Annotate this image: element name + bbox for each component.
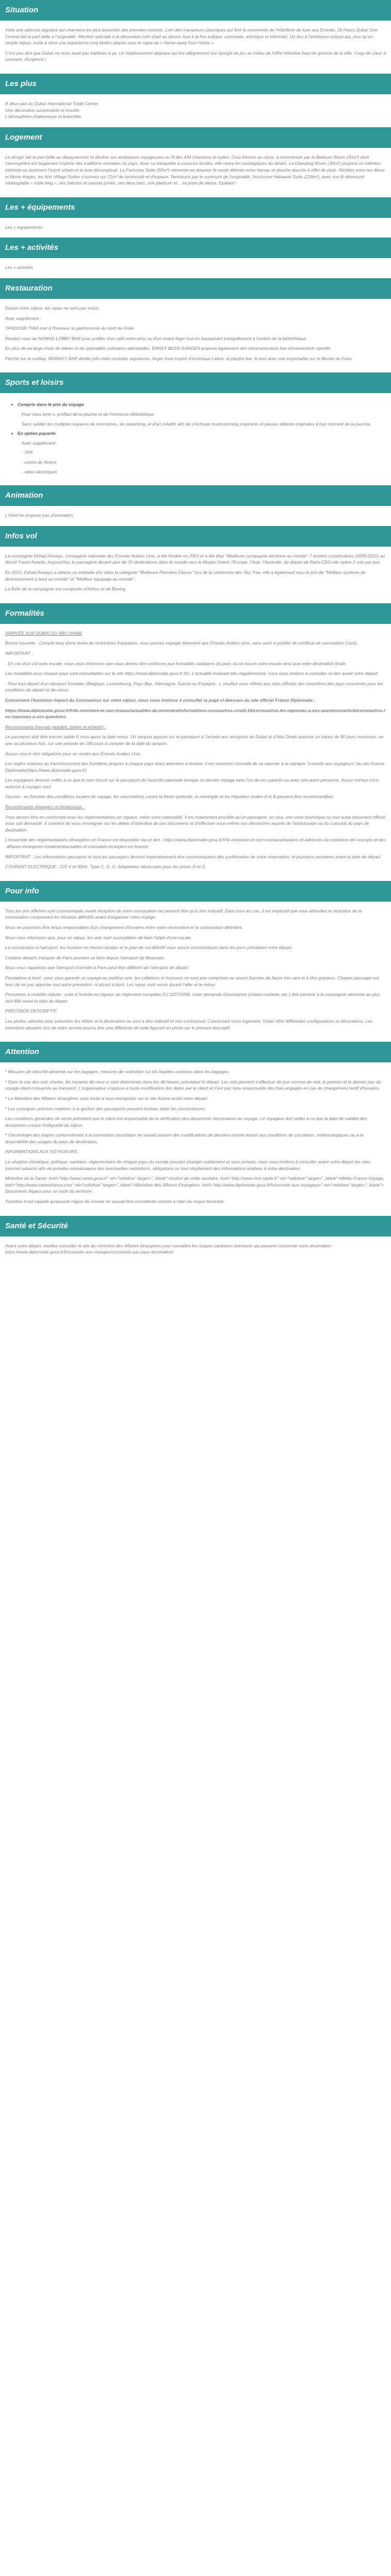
paragraph: Nous vous rappelons que l'aéroport d'arrivée à Paris peut être différent de l'aéroport de départ. [5, 965, 189, 971]
list-item: Les + équipements [5, 224, 43, 230]
section-formalites-body [0, 624, 391, 881]
link[interactable]: https://www.diplomatie.gouv.fr/fr/le-ministere-et-son-reseau/actualites-du-ministere/informations-coronavirus-covid-19/coronavirus-les-reponses-a-vos-questions/article/coronavirus-les-reponses-a-vos-questions [5, 707, 385, 720]
section-pourinfo-title: Pour info [0, 881, 391, 902]
section-attention-title: Attention [0, 1042, 391, 1062]
list-item [18, 401, 386, 427]
paragraph: * Les consignes précises relatives à la gestion des passeports peuvent évoluer selon les circonstances. [5, 1106, 206, 1111]
paragraph: Les modalités pour chaque pays sont consultables sur le site https://www.diplomatie.gouv.fr (fr). L'actualité évoluant très régulièrement, nous vous invitons à consulter ce lien avant votre départ. [5, 671, 379, 676]
paragraph: Toutefois il est rappelé qu'aucune région du monde ne saurait être considérée comme à l'abri du risque terroriste. [5, 1199, 225, 1205]
paragraph: Vaccins : en fonction des conditions locales de voyage, les vaccinations contre la fièvre typhoïde, la méningite et les hépatites virales A et B peuvent être recommandées. [5, 794, 334, 800]
paragraph: Le design fait la part belle au dépaysement et décline ses ambiances voyageuses au fil des 434 chambres et suites. Cinq thèmes au choix, à commencer par le Bedouin Room (30m²) dont l'atmosphère est largement inspirée des traditions nomades du pays. Avec sa banquette à coussins brodés, elle ravira les nostalgiques du désert. La Glamping Room (30m²) propose un intérieur intimiste où dominent l'esprit urbain et le luxe décomplexé. La Farmstay Suite (50m²) réinvente en douceur le mode détente entre hamac et douche douche à effet de pluie. Nichées entre les 4ème et 6ème étages, les Arts Village Suites s'ouvrent sur 72m² de luminosité et d'espace. Terminons par le summum de l'originalité, l'exclusive Hakawati Suite (228m²), avec son lit démesuré rotatingtable « triple king », ses balcons et saunas privés, ses deux bars, son platinum et... sa piste de danse. Epatant ! [5, 154, 385, 186]
paragraph: Bonne nouvelle : Compte tenu d'une levée de restrictions françaises, vous pouvez voyager librement aux Émirats Arabes Unis, sans avoir à justifier de certificat de vaccination Covid. [5, 640, 358, 646]
paragraph: La compagnie Etihad Airways, compagnie nationale des Émirats Arabes Unis, a été fondée en 2003 et a été élue "Meilleure compagnie aérienne au monde" 7 années consécutives (2009-2015) au World Travel Awards. Aujourd'hui, le passagère devant plus de 70 destinations dans le monde vers le Moyen Orient, l'Europe, l'Asie, l'Australie, du départ de Paris-CDG elle opère 2 vols par jour. [5, 553, 385, 565]
paragraph: * Dans le cas des vols charter, les horaires de ceux-ci sont déterminés dans les 48 heures précédant le départ. Les vols peuvent s'effectuer de jour comme de nuit, le premier et le dernier jour du voyage étant consacrés au transport. L'organisateur s'oppose à toute modification des dates par le client et n'est pas tenu responsable des frais engagés en cas de changement tardif d'horaires. [5, 1079, 381, 1091]
paragraph: PRÉCISION DESCRIPTIF [5, 1008, 57, 1014]
list-item-sub: - centre de fitness [22, 460, 57, 465]
section-vol-title: Infos vol [0, 526, 391, 547]
list-item-sub: Sans oublier les multiples espaces de rencontres, de coworking, et d'art créatifs afin de s'échouer brainstorming inspirants et passes détente originales à tout moment de la journée. [22, 421, 371, 427]
section-situation-body [0, 21, 391, 74]
list-item-sub: - SPA [22, 450, 33, 455]
product-description [0, 0, 391, 1272]
list-item-sub: Avec supplément : [22, 440, 58, 446]
paragraph: Aucun visa in-ritol obligatoire pour se rendre aux Émirats Arabes Unis. [5, 751, 142, 756]
paragraph: Personnes à mobilité réduite : suite à l'entrée en vigueur du règlement européen EU 1107/2006, toute demande d'assistance (chaise roulante, etc.) doit parvenir à la compagnie aérienne au plus tard 48h avant la date de départ. [5, 992, 380, 1004]
list-item-sub: - vélos électriques [22, 469, 57, 474]
paragraph: Perché sur le rooftop, MONKEY BAR distille jolis mélo cocktails signatures, finger food inspiré d'Amérique Latine, et playlist live, le tout avec vue imprenable sur le Musée du Futur. [5, 355, 353, 361]
paragraph: Voilà une adresse atypique qui charmera les plus branchés des premiers instants. Loin des marqueurs classiques qui font la renommée de l'hôtellerie de luxe aux Émirats, 25 Hours Dubaï One Central fait la part belle à l'originalité. Mention spéciale à la décoration (clin d'œil au désert, tout à la fois ludique, conviviale, artistique et intimiste). Un lieu à l'ambiance unique qui, plus qu'un simple séjour, invite à vivre une expérience cinq étoiles placée sous le signe du « Home away from Home ». [5, 27, 378, 46]
paragraph: Les règles relatives au franchissement des frontières propres à chaque pays étant amenées à évoluer, il est vivement conseillé de se reporter à la rubrique "conseils aux voyageurs" du site France Diplomatie(https://www.diplomatie.gouv.fr) [5, 761, 385, 773]
list-item-sub: Pour vous tonir-s, profitez de la piscine et de l'immense bibliothèque. [22, 412, 155, 417]
paragraph: Durant votre séjour, les repas ne sont pas inclus. [5, 305, 100, 311]
list-item-heading: En option payante [18, 431, 56, 436]
paragraph: TANDOOR TIWA met à l'honneur la gastronomie du nord de l'Inde. [5, 326, 135, 331]
list-item: L'atmosphère chaleureuse et branchée [5, 114, 82, 120]
list-item-heading: Compris dans le prix du voyage [18, 402, 84, 408]
list-item [18, 430, 386, 475]
paragraph: * Mesures de sécurité aérienne sur les bagages: mesures de restriction sur les liquides contenus dans les bagages. [5, 1069, 230, 1075]
section-activites-title: Les + activités [0, 238, 391, 258]
paragraph: Avec supplément : [5, 315, 41, 321]
paragraph: Les photos utilisées pour présenter les hôtels et la destination ne sont à titre indicatif et non contractuel. Concernant votre logement, l'hôtel offre différentes configurations et décorations. Les chambres allouées lors de votre arrivée pourra être une différente de celle figurant en photo sur le présent descriptif. [5, 1018, 373, 1030]
section-logement-title: Logement [0, 127, 391, 148]
paragraph: IMPORTANT : [5, 650, 33, 656]
paragraph: Prestations à bord : pour vous garantir un voyage au meilleur prix, les collations et boissons ne sont pas comprises ou seront fournies de façon très rare et à titre gracieux. Chaque passager est tenu de ne pas apporter tout autre prestation, ni alcool à bord. Les repas sont servis durant l'aller et le retour. [5, 975, 379, 987]
section-logement-body [0, 148, 391, 197]
paragraph: Ressortissants français (adultes, bébés et enfants) : [5, 724, 106, 730]
paragraph: La convocation à l'aéroport, les horaires en heures locales et le plan de vol définitif vous seront communiqués dans les jours précédant votre départ. [5, 945, 293, 951]
section-restauration-body [0, 299, 391, 373]
paragraph: La situation climatique, politique, sanitaire, réglementaire de chaque pays du monde pouvant changer subitement et sans préavis, nous vous invitons à consulter avant votre départ les sites Internet suivants afin de prendre connaissance des éventuelles restrictions, obligations ou tout simplement des informations relatives à votre destination. [5, 1159, 371, 1171]
section-activites-body [0, 258, 391, 278]
paragraph: Rendez-vous au NOMAD LOBBY BAR pour profiter d'un café entre amis ou d'un snack léger tout en bouquinant tranquillement à l'ombre de la bibliothèque. [5, 335, 307, 341]
paragraph: - Pour tout départ d'un aéroport frontalier (Belgique, Luxembourg, Pays-Bas, Allemagne, Suisse ou Espagne...), veuillez vous référer aux sites officiels des ministères des pays concernés pour les conditions de départ et de retour. [5, 681, 383, 693]
paragraph: * Le Ministère des Affaires étrangères vous invite à vous enregistrer sur le site Ariane avant votre départ. [5, 1095, 208, 1101]
paragraph: Certains départs tranquils de Paris peuvent se faire depuis l'aéroport de Beauvais. [5, 955, 165, 960]
paragraph: Ressortissants étrangers et binationaux : [5, 804, 85, 810]
section-pourinfo-body [0, 902, 391, 1042]
section-plus-body [0, 94, 391, 127]
section-restauration-title: Restauration [0, 278, 391, 299]
paragraph: Avant votre départ, veuillez consulter le site du ministère des Affaires étrangères pour connaître les risques sanitaires éventuels qui peuvent concerner votre destination : https://www.diplomatie.gouv.fr/fr/conseils-aux-voyageurs/conseils-par-pays-destination/ [5, 1243, 333, 1255]
section-animation-body [0, 506, 391, 526]
paragraph: La flotte de la compagnie est composée d'Airbus et de Boeing. [5, 586, 127, 592]
paragraph: INFORMATIONS AUX VOYAGEURS : [5, 1149, 80, 1155]
section-sante-title: Santé et Sécurité [0, 1216, 391, 1236]
paragraph: Le passeport doit être encore valide 6 mois après la date retour. Un tampon apposé sur le passeport à l'arrivée aux aéroports de Dubaï et d'Abu Dhabi autorise un séjour de 90 jours maximum, en une ou plusieurs fois, sur une période de 180 jours à compter de la date du tampon. [5, 734, 384, 746]
paragraph: ARRIVÉE SUR DUBAÏ OU ABU DHABI [5, 630, 82, 636]
paragraph: Tous les prix affichés sont communiqués avant réception de votre convocation ne peuvent être qu'à titre indicatif. Dans tous les cas, il est impératif que vous attendiez la réception de la convocation comprenant les horaires définitifs avant d'organiser votre voyage. [5, 908, 362, 920]
sports-list [5, 401, 386, 475]
list-item: L'hôtel ne propose pas d'animation. [5, 513, 74, 518]
paragraph: Vous devrez être en conformité avec les réglementations en vigueur, selon votre nationalité. Il est notamment possible qu'un passeport, un visa, une carte touristique ou tout autre document officiel vous soit demandé. Il convient de vous renseigner sur les délais d'obtention de ces documents et d'effectuer vous-même vos démarches auprès de l'ambassade ou du consulat du pays de destination. [5, 814, 385, 833]
section-equipements-body [0, 218, 391, 238]
section-vol-body [0, 547, 391, 603]
paragraph: * Chronologie des étapes conformément à la convention touristique ne saurait exclure des modifications de dernière minute tenant aux conditions de circulation, météorologiques ou à la disponibilité des usages du pays de destination. [5, 1132, 364, 1144]
section-attention-body [0, 1062, 391, 1216]
paragraph: Les voyageurs devront veiller à ce que le nom inscrit sur le passeport de l'autorité parentale lorsque ce dernier voyage sans l'un de ses parents ou avec une autre personne. Aucun mineur n'est autorisé à voyager seul. [5, 777, 379, 789]
paragraph: En plus de sa large choix de bières et de spécialités culinaires allemandes, ERNST BEER GARDEN propose également des retransmissions live d'événements sportifs. [5, 346, 332, 351]
paragraph: - En cas d'un vol avec escale, nous vous informons que vous devrez être conforme aux formalités sanitaires du pays où se trouve votre escale ainsi que votre destination finale. [5, 660, 347, 666]
list-item: Une décoration surprenante et insolite [5, 107, 79, 113]
section-sante-body [0, 1236, 391, 1266]
list-item: À deux pas du Dubaï International Trade Center [5, 100, 99, 106]
paragraph: Nous vous informons que, pour ce séjour, les vols sont susceptibles de faire l'objet d'une escale. [5, 935, 192, 940]
section-animation-title: Animation [0, 485, 391, 506]
section-situation-title: Situation [0, 0, 391, 21]
paragraph: Nous ne pourrions être tenus responsables d'un changement d'horaires entre votre réservation et la convocation définitive. [5, 925, 243, 930]
paragraph: Concernant l'évolution impact du Coronavirus sur votre séjour, nous vous invitons à consulter la page ci-dessous du site officiel France Diplomatie : [5, 697, 316, 703]
paragraph: L'ensemble des réglementations étrangères en France est disponible via ce lien : https://www.diplomatie.gouv.fr/fr/le-ministere-et-son-reseau/annuaires-et-adresses-du-ministere-de-l-europe-et-des-affaires-etrangeres-meae/ambassades-et-consulats-etrangers-en-france/ [5, 837, 386, 850]
paragraph: Les conditions générales de vente prévoient que le client est responsable de la vérification des documents nécessaires au voyage. Le voyageur doit veiller à ce que la date de validité des documents couvre l'intégralité du séjour. [5, 1116, 367, 1128]
section-formalites-title: Formalités [0, 603, 391, 624]
paragraph: Ministère de la Santé: href="http://www.sante.gouv.fr" rel="nofollow" target="_blank">Institut de veille sanitaire, href="http://www.invs.sante.fr" rel="nofollow" target="_blank">Météo France Voyage, href="http://www.meteofrance.com" rel="nofollow" target="_blank">Ministère des Affaires Etrangères, href="http://www.diplomatie.gouv.fr/fr/conseils-aux-voyageurs" rel="nofollow" target="_blank">Documents légaux pour se sortir du territoire. [5, 1176, 385, 1194]
list-item: Les + activités [5, 265, 34, 270]
paragraph: En 2015, Etihad Airways a obtenu sa médaille d'or dans la catégorie "Meilleure Première Classe" lors de la cérémonie des Sky Trax, elle a également reçu le prix de "Meilleur système de divertissement à bord au monde" et "Meilleur équipage au monde". [5, 570, 366, 582]
section-sports-title: Sports et loisirs [0, 372, 391, 393]
section-sports-body [0, 393, 391, 485]
section-plus-title: Les plus [0, 74, 391, 94]
section-equipements-title: Les + équipements [0, 197, 391, 218]
paragraph: C'est peu dire que Dubaï ne nous avait pas habitués à ça. Un établissement atypique qui tire allègrement son épingle du jeu au milieu de l'offre hôtelière haut de gamme de la ville. Coup de cœur à savourer, d'urgence ! [5, 50, 386, 62]
paragraph: COURANT ELECTRIQUE : 220 V et 50Hz. Type C, G, G. Adaptateur nécessaire pour les prises D et G. [5, 864, 207, 870]
paragraph: IMPORTANT : Les informations passeport et visa les passagers devront impérativement être communiquées dès confirmation de votre réservation, et plusieurs semaines avant la date de départ. [5, 854, 382, 859]
